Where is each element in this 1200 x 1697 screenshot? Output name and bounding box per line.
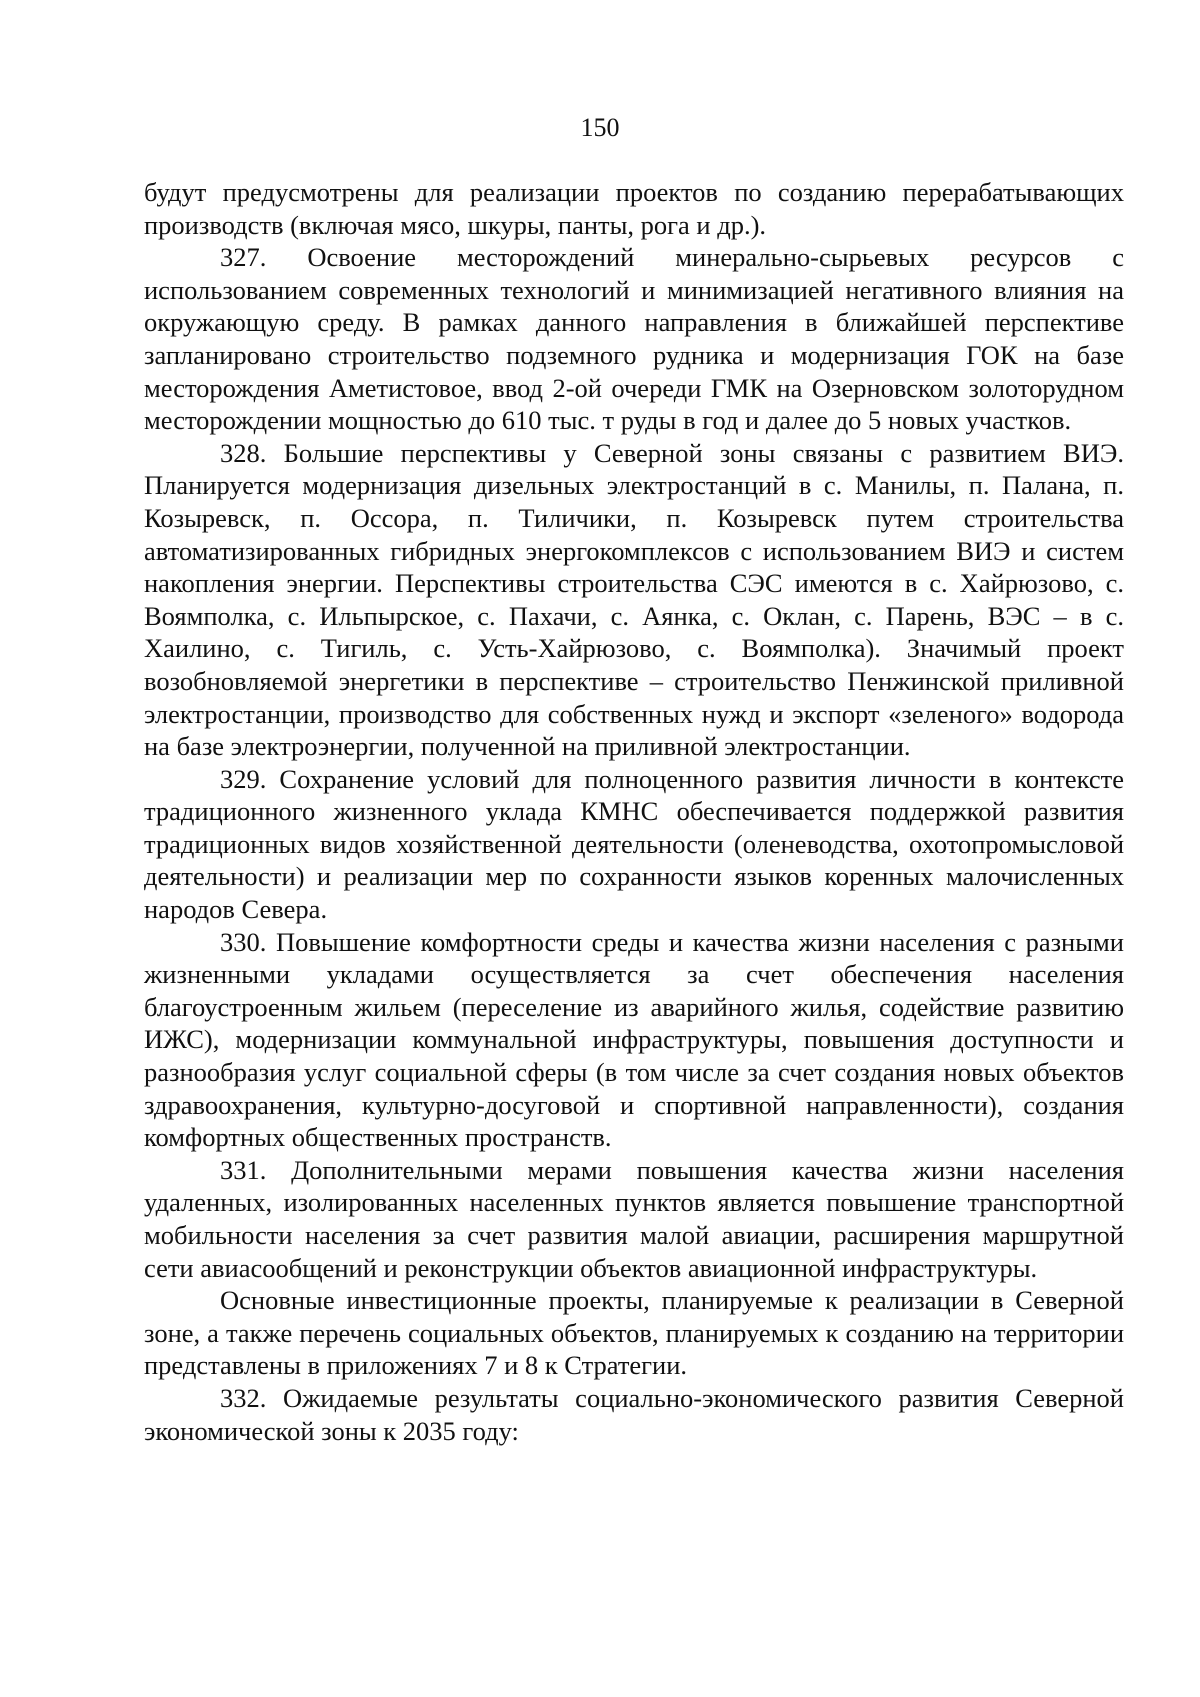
paragraph-332: 332. Ожидаемые результаты социально-экономического развития Северной экономической зоны к 2035 году: xyxy=(144,1382,1124,1446)
document-body xyxy=(144,176,1124,1447)
paragraph-327: 327. Освоение месторождений минерально-сырьевых ресурсов с использованием современных технологий и минимизацией негативного влияния на окружающую среду. В рамках данного направления в ближайшей перспективе запланировано строительство подземного рудника и модернизация ГОК на базе месторождения Аметистовое, ввод 2-ой очереди ГМК на Озерновском золоторудном месторождении мощностью до 610 тыс. т руды в год и далее до 5 новых участков. xyxy=(144,242,1124,436)
page-number: 150 xyxy=(580,113,620,142)
paragraph-investment-projects: Основные инвестиционные проекты, планируемые к реализации в Северной зоне, а также перечень социальных объектов, планируемых к созданию на территории представлены в приложениях 7 и 8 к Стратегии. xyxy=(144,1285,1124,1381)
paragraph-continuation: будут предусмотрены для реализации проектов по созданию перерабатывающих производств (включая мясо, шкуры, панты, рога и др.). xyxy=(144,177,1124,240)
paragraph-329: 329. Сохранение условий для полноценного развития личности в контексте традиционного жизненного уклада КМНС обеспечивается поддержкой развития традиционных видов хозяйственной деятельности (оленеводства, охотопромысловой деятельности) и реализации мер по сохранности языков коренных малочисленных народов Севера. xyxy=(144,763,1124,925)
paragraph-328: 328. Большие перспективы у Северной зоны связаны с развитием ВИЭ. Планируется модернизация дизельных электростанций в с. Манилы, п. Палана, п. Козыревск, п. Оссора, п. Тиличики, п. Козыревск путем строительства автоматизированных гибридных энергокомплексов с использованием ВИЭ и систем накопления энергии. Перспективы строительства СЭС имеются в с. Хайрюзово, с. Воямполка, с. Ильпырское, с. Пахачи, с. Аянка, с. Оклан, с. Парень, ВЭС – в с. Хаилино, с. Тигиль, с. Усть-Хайрюзово, с. Воямполка). Значимый проект возобновляемой энергетики в перспективе – строительство Пенжинской приливной электростанции, производство для собственных нужд и экспорт «зеленого» водорода на базе электроэнергии, полученной на приливной электростанции. xyxy=(144,437,1124,762)
paragraph-330: 330. Повышение комфортности среды и качества жизни населения с разными жизненными укладами осуществляется за счет обеспечения населения благоустроенным жильем (переселение из аварийного жилья, содействие развитию ИЖС), модернизации коммунальной инфраструктуры, повышения доступности и разнообразия услуг социальной сферы (в том числе за счет создания новых объектов здравоохранения, культурно-досуговой и спортивной направленности), создания комфортных общественных пространств. xyxy=(144,926,1124,1153)
paragraph-331: 331. Дополнительными мерами повышения качества жизни населения удаленных, изолированных населенных пунктов является повышение транспортной мобильности населения за счет развития малой авиации, расширения маршрутной сети авиасообщений и реконструкции объектов авиационной инфраструктуры. xyxy=(144,1154,1124,1283)
